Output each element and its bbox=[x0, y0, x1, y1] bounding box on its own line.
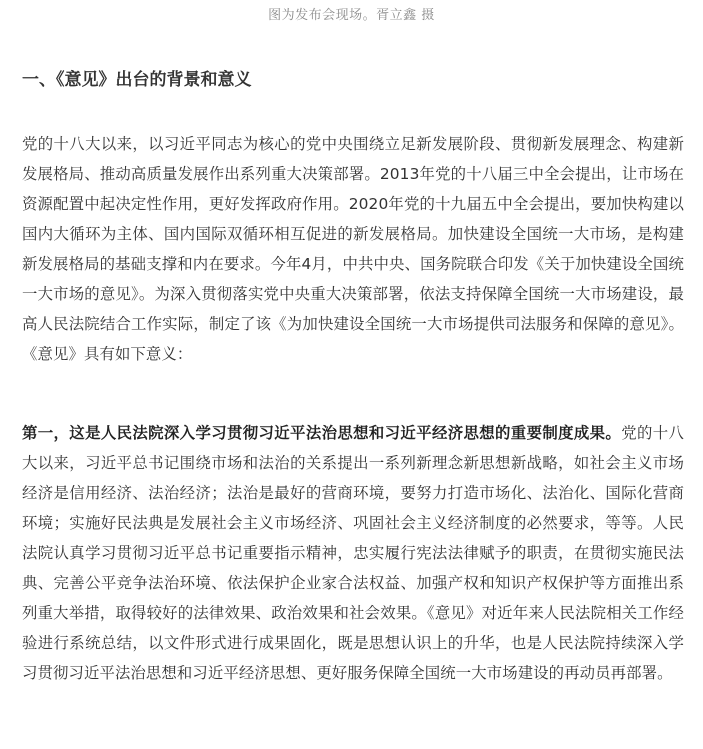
section-heading: 一、《意见》出台的背景和意义 bbox=[22, 70, 252, 90]
paragraph-body: 党的十八大以来，习近平总书记围绕市场和法治的关系提出一系列新理念新思想新战略，如社会主义市场经济是信用经济、法治经济；法治是最好的营商环境，要努力打造市场化、法治化、国际化营商环境；实施好民法典是发展社会主义市场经济、巩固社会主义经济制度的必然要求，等等。人民法院认真学习贯彻习近平总书记重要指示精神，忠实履行宪法法律赋予的职责，在贯彻实施民法典、完善公平竞争法治环境、依法保护企业家合法权益、加强产权和知识产权保护等方面推出系列重大举措，取得较好的法律效果、政治效果和社会效果。《意见》对近年来人民法院相关工作经验进行系统总结，以文件形式进行成果固化，既是思想认识上的升华，也是人民法院持续深入学习贯彻习近平法治思想和习近平经济思想、更好服务保障全国统一大市场建设的再动员再部署。 bbox=[22, 424, 684, 682]
paragraph-lead-sentence: 第一，这是人民法院深入学习贯彻习近平法治思想和习近平经济思想的重要制度成果。 bbox=[22, 424, 622, 442]
paragraph-significance-first bbox=[22, 418, 684, 688]
paragraph-background: 党的十八大以来，以习近平同志为核心的党中央围绕立足新发展阶段、贯彻新发展理念、构建新发展格局、推动高质量发展作出系列重大决策部署。2013年党的十八届三中全会提出，让市场在资源配置中起决定性作用，更好发挥政府作用。2020年党的十九届五中全会提出，要加快构建以国内大循环为主体、国内国际双循环相互促进的新发展格局。加快建设全国统一大市场，是构建新发展格局的基础支撑和内在要求。今年4月，中共中央、国务院联合印发《关于加快建设全国统一大市场的意见》。为深入贯彻落实党中央重大决策部署，依法支持保障全国统一大市场建设，最高人民法院结合工作实际，制定了该《为加快建设全国统一大市场提供司法服务和保障的意见》。《意见》具有如下意义： bbox=[22, 135, 684, 363]
image-caption: 图为发布会现场。胥立鑫 摄 bbox=[268, 8, 435, 23]
